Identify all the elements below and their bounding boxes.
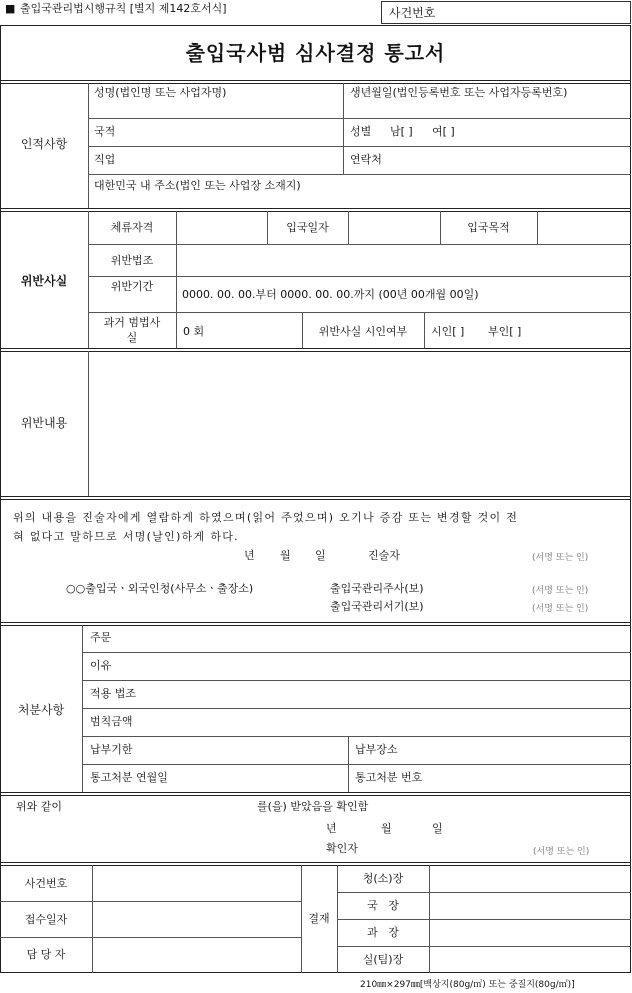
job-field[interactable]: 직업 [94,153,116,166]
confirmer-signature[interactable]: (서명 또는 인) [533,847,590,857]
violation-section-label: 위반사실 [20,274,68,288]
statement-line-1: 위의 내용을 진술자에게 열람하게 하였으며(읽어 주었으며) 오기나 증감 또는 변경할 것이 전 [13,511,519,524]
bottom-case-number-label: 사건번호 [24,877,68,890]
status-label: 체류자격 [110,221,154,234]
separator-receipt [0,862,631,866]
officer-2-label: 출입국관리서기(보) [330,600,424,613]
address-field[interactable]: 대한민국 내 주소(법인 또는 사업장 소재지) [94,179,301,192]
officer-2-signature[interactable]: (서명 또는 인) [532,604,589,614]
admit-label: 위반사실 시인여부 [318,325,408,338]
gender-label: 성별 [350,125,372,138]
receipt-confirm-text: 를(을) 받았음을 확인함 [257,800,369,813]
receipt-day: 일 [432,822,443,835]
person-in-charge-label: 담 당 자 [26,948,66,961]
disposition-section-label: 처분사항 [17,703,65,717]
deadline-field[interactable]: 납부기한 [90,743,133,756]
separator-statement [0,622,631,626]
contact-field[interactable]: 연락처 [350,153,382,166]
entry-purpose-label: 입국목적 [467,221,510,234]
applied-law-field[interactable]: 적용 법조 [90,687,137,700]
birth-field[interactable]: 생년월일(법인등록번호 또는 사업자등록번호) [350,86,568,99]
paper-spec: 210㎜×297㎜[백상지(80g/㎡) 또는 중질지(80g/㎡)] [360,980,575,990]
statement-line-2: 혀 없다고 말하므로 서명(날인)하게 하다. [13,530,239,543]
header-square-mark: ■ [5,2,16,15]
past-record-label-1: 과거 범법사 [103,316,161,329]
manager-label: 과 장 [367,926,399,939]
notice-date-field[interactable]: 통고처분 연월일 [90,771,168,784]
receipt-date-label: 접수일자 [24,913,68,926]
fine-field[interactable]: 범칙금액 [90,715,133,728]
regulation-reference: 출입국관리법시행규칙 [별지 제142호서식] [20,2,227,15]
name-field[interactable]: 성명(법인명 또는 사업자명) [94,86,227,99]
director-label: 국 장 [367,899,399,912]
place-field[interactable]: 납부장소 [355,743,398,756]
statement-year: 년 [244,549,255,562]
chief-label: 청(소)장 [362,872,404,885]
statement-day: 일 [315,549,326,562]
team-leader-label: 실(팀)장 [362,953,404,966]
declarant-signature[interactable]: (서명 또는 인) [532,553,589,563]
nationality-field[interactable]: 국적 [94,125,116,138]
form-title: 출입국사범 심사결정 통고서 [185,41,446,65]
period-value[interactable]: 0000. 00. 00.부터 0000. 00. 00.까지 (00년 00개월 00일) [182,288,479,301]
receipt-year: 년 [326,822,337,835]
office-name: ○○출입국ㆍ외국인청(사무소ㆍ출장소) [66,582,254,595]
confirmer-label: 확인자 [326,842,358,855]
content-section-label: 위반내용 [20,416,68,430]
gender-male-checkbox[interactable]: 남[ ] [390,125,413,138]
approval-label: 결재 [308,912,330,925]
statement-month: 월 [280,549,291,562]
notice-number-field[interactable]: 통고처분 번호 [355,771,423,784]
receipt-month: 월 [381,822,392,835]
separator-content [0,496,631,500]
period-label: 위반기간 [110,280,154,293]
officer-1-signature[interactable]: (서명 또는 인) [532,586,589,596]
case-number-label: 사건번호 [389,6,436,20]
officer-1-label: 출입국관리주사(보) [330,582,424,595]
reason-field[interactable]: 이유 [90,659,112,672]
admit-checkbox[interactable]: 시인[ ] [431,325,465,338]
declarant-label: 진술자 [368,549,400,562]
entry-date-label: 입국일자 [286,221,329,234]
violation-content-area[interactable] [89,351,630,495]
order-field[interactable]: 주문 [90,631,112,644]
past-record-count[interactable]: 0 회 [183,325,205,338]
separator-disposition [0,792,631,796]
personal-section-label: 인적사항 [20,137,68,151]
past-record-label-2: 실 [126,331,138,344]
gender-female-checkbox[interactable]: 여[ ] [432,125,455,138]
receipt-as-above: 위와 같이 [16,800,63,813]
deny-checkbox[interactable]: 부인[ ] [488,325,522,338]
law-label: 위반법조 [110,254,154,267]
separator-title [0,80,631,84]
